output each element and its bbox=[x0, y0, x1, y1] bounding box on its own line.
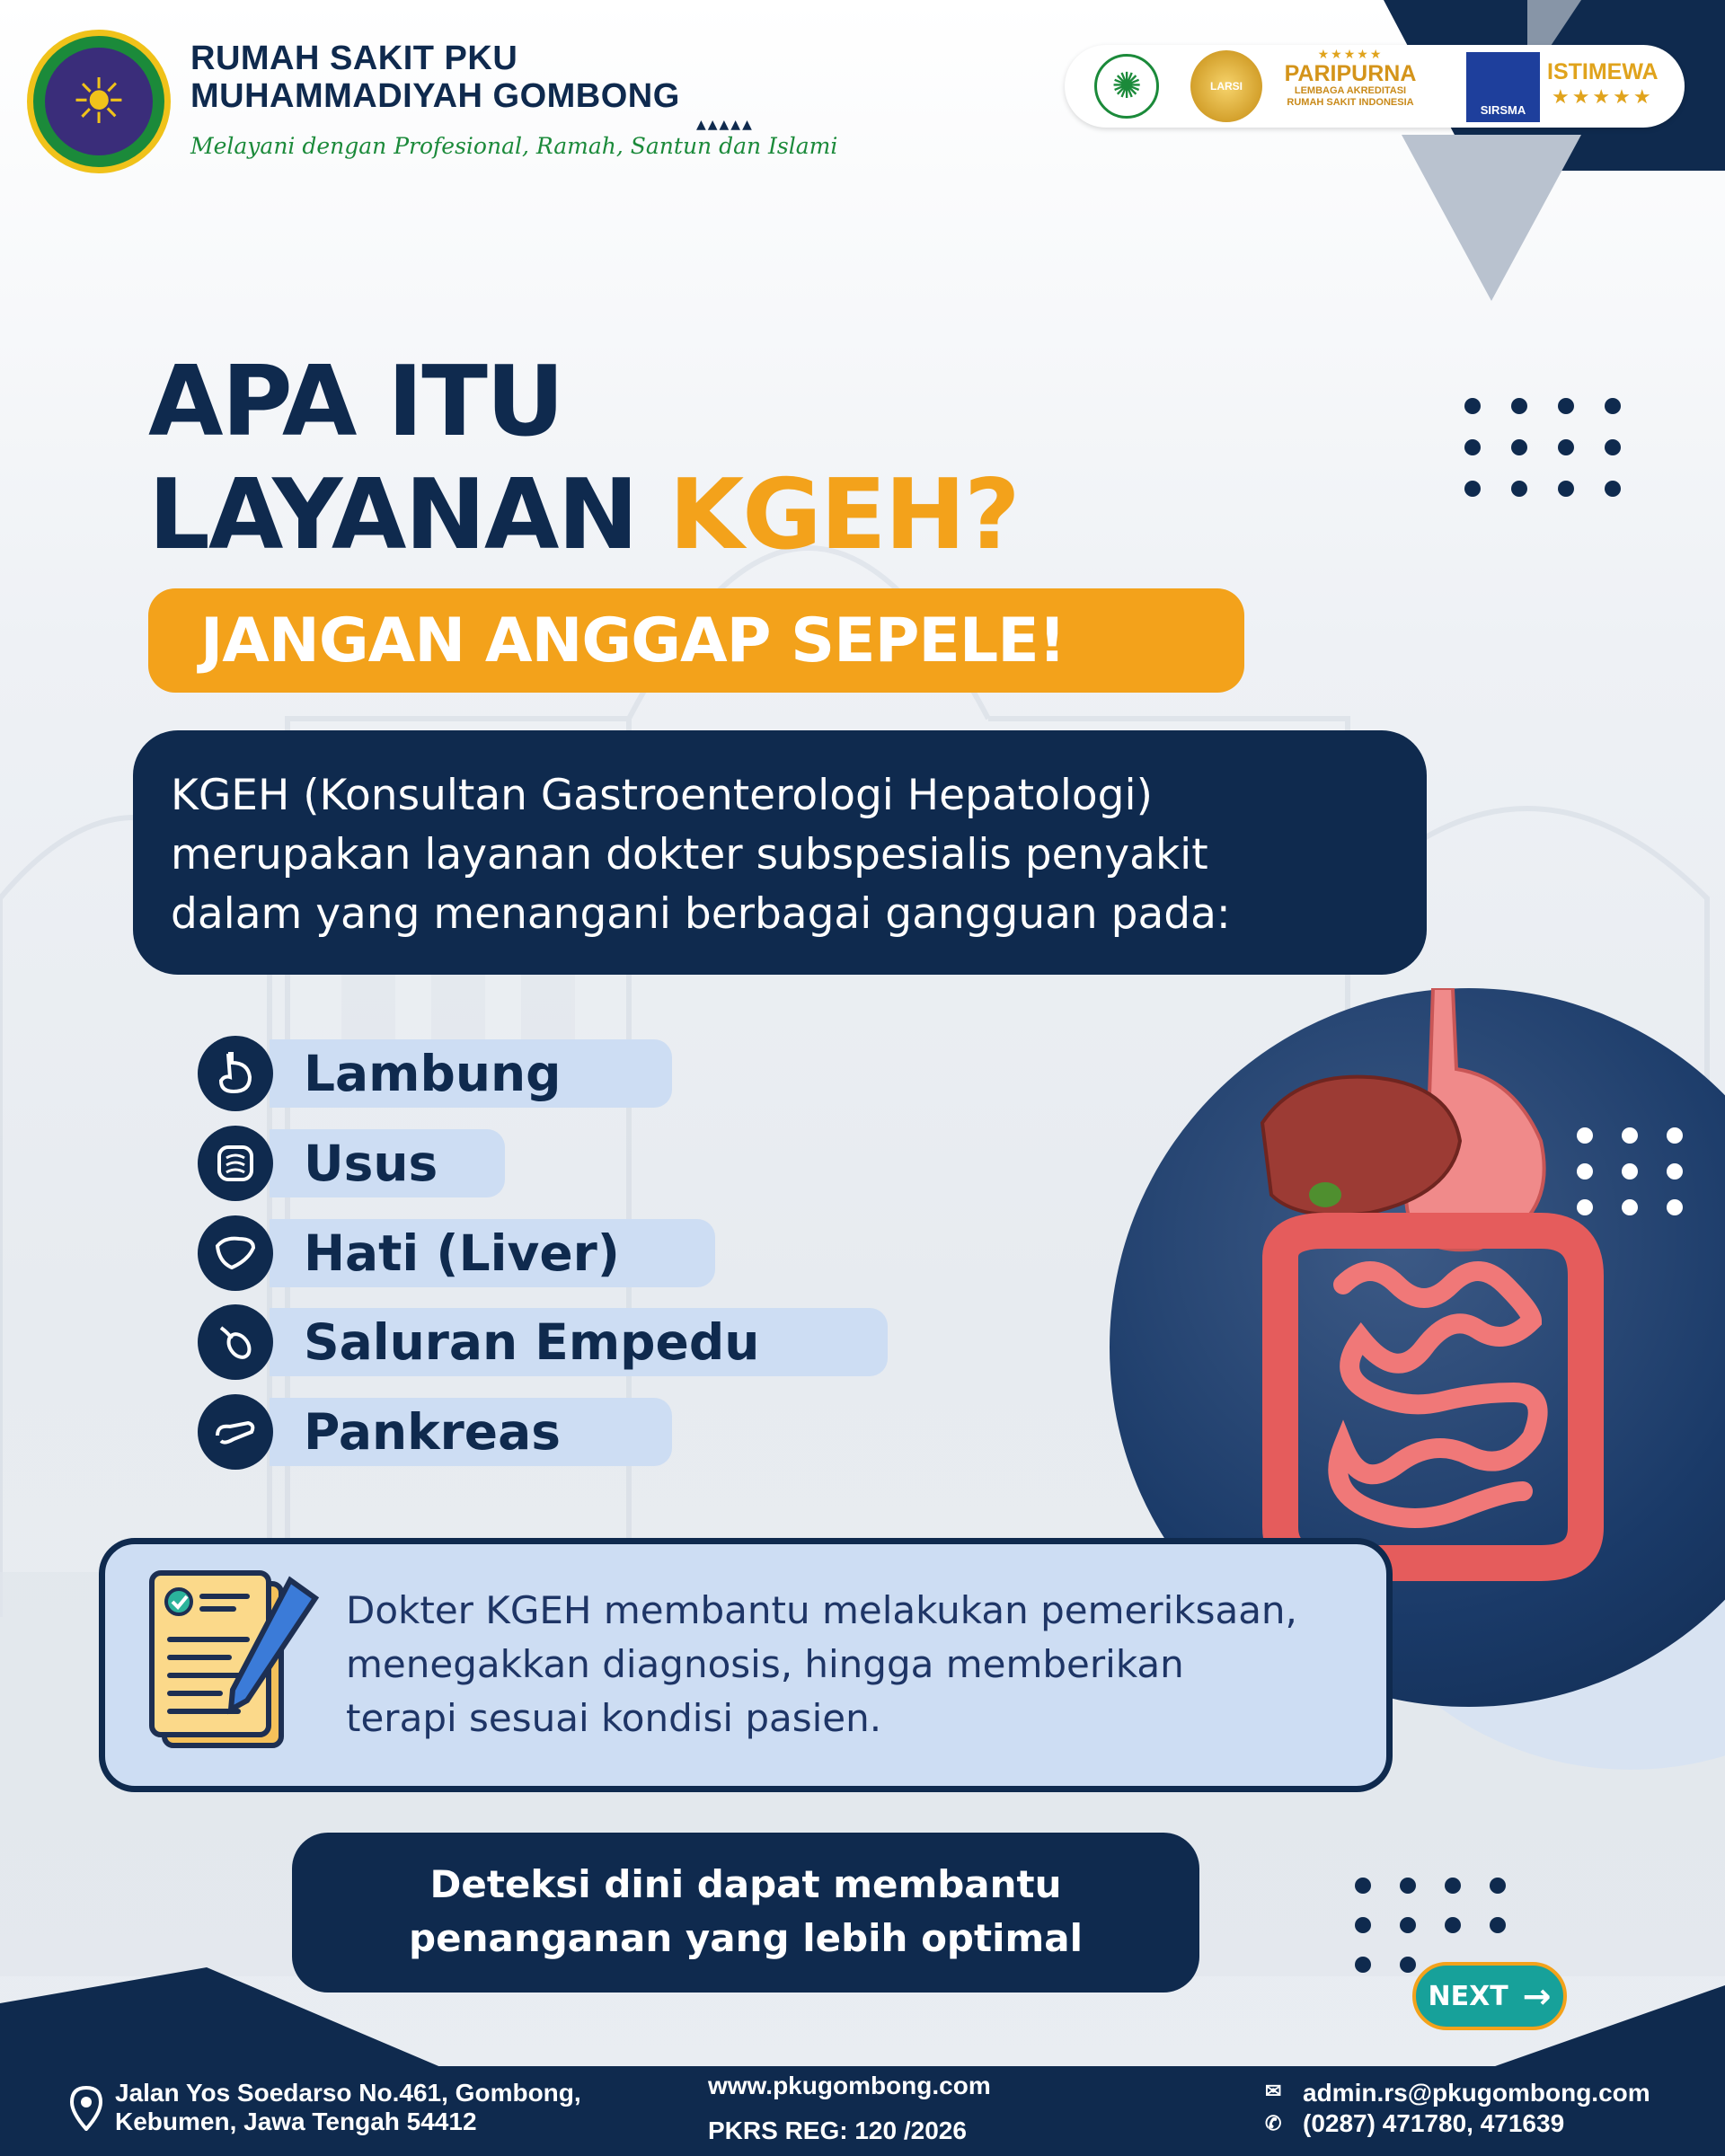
footer-website[interactable]: www.pkugombong.com bbox=[708, 2072, 991, 2099]
organ-item-hati bbox=[198, 1217, 715, 1289]
description-line1: KGEH (Konsultan Gastroenterologi Hepatologi) bbox=[171, 771, 1153, 820]
hospital-name-line1: RUMAH SAKIT PKU bbox=[190, 40, 518, 77]
info-line3: terapi sesuai kondisi pasien. bbox=[346, 1696, 882, 1740]
organ-label: Saluran Empedu bbox=[270, 1308, 888, 1376]
footer-address bbox=[115, 2079, 581, 2136]
description-box bbox=[133, 730, 1427, 975]
gallbladder-icon bbox=[198, 1304, 273, 1380]
title-accent: KGEH? bbox=[668, 459, 1019, 571]
info-line1: Dokter KGEH membantu melakukan pemeriksaan, bbox=[346, 1588, 1297, 1632]
paripurna-stars: ★★★★★ bbox=[1317, 47, 1384, 61]
istimewa-badge bbox=[1547, 59, 1659, 109]
hospital-logo bbox=[27, 30, 171, 173]
larsi-seal: LARSI bbox=[1190, 50, 1262, 122]
subtitle-banner bbox=[148, 588, 1244, 693]
dot-grid-bottom bbox=[1355, 1878, 1506, 1973]
pancreas-icon bbox=[198, 1394, 273, 1470]
paripurna-label: PARIPURNA bbox=[1284, 61, 1417, 86]
organ-label: Lambung bbox=[270, 1039, 672, 1108]
sun-crescent-icon: ☀ bbox=[45, 48, 153, 155]
phone-icon: ✆ bbox=[1265, 2112, 1282, 2134]
footer-phone[interactable]: (0287) 471780, 471639 bbox=[1303, 2109, 1565, 2137]
organ-label: Usus bbox=[270, 1129, 505, 1197]
paripurna-badge bbox=[1274, 47, 1427, 109]
info-line2: menegakkan diagnosis, hingga memberikan bbox=[346, 1642, 1184, 1686]
lembaga-line2: RUMAH SAKIT INDONESIA bbox=[1287, 97, 1414, 108]
triangle-ornament: ▲▲▲▲▲ bbox=[696, 118, 754, 132]
subtitle-text: JANGAN ANGGAP SEPELE! bbox=[200, 605, 1066, 676]
organ-item-lambung bbox=[198, 1038, 672, 1109]
organ-item-saluran-empedu bbox=[198, 1306, 888, 1378]
location-pin-icon bbox=[70, 2086, 102, 2131]
digestive-system-illustration bbox=[1244, 988, 1622, 1581]
istimewa-stars: ★★★★★ bbox=[1551, 85, 1654, 108]
cta-line2: penanganan yang lebih optimal bbox=[409, 1916, 1083, 1960]
description-line3: dalam yang menangani berbagai gangguan pada: bbox=[171, 889, 1231, 939]
organ-label: Hati (Liver) bbox=[270, 1219, 715, 1287]
lembaga-line1: LEMBAGA AKREDITASI bbox=[1294, 85, 1407, 96]
title-line2 bbox=[148, 459, 1019, 572]
footer-email[interactable]: admin.rs@pkugombong.com bbox=[1303, 2079, 1650, 2107]
address-line2: Kebumen, Jawa Tengah 54412 bbox=[115, 2107, 477, 2135]
title-line1: APA ITU bbox=[148, 346, 563, 458]
next-button[interactable] bbox=[1412, 1962, 1567, 2030]
checklist-document-icon bbox=[139, 1568, 323, 1765]
istimewa-label: ISTIMEWA bbox=[1547, 59, 1659, 84]
muhammadiyah-emblem-icon: ✺ bbox=[1094, 54, 1159, 119]
dot-grid-top bbox=[1464, 398, 1621, 497]
intestine-icon bbox=[198, 1126, 273, 1201]
organ-item-usus bbox=[198, 1127, 505, 1199]
cta-line1: Deteksi dini dapat membantu bbox=[429, 1862, 1062, 1906]
title-line2-prefix: LAYANAN bbox=[148, 459, 669, 571]
hospital-name-line2: MUHAMMADIYAH GOMBONG bbox=[190, 77, 680, 115]
tagline: Melayani dengan Profesional, Ramah, Santun dan Islami bbox=[190, 133, 838, 159]
hospital-name bbox=[190, 40, 680, 115]
next-label: NEXT bbox=[1428, 1980, 1508, 2012]
stomach-icon bbox=[198, 1036, 273, 1111]
arrow-right-icon: → bbox=[1522, 1976, 1552, 2016]
mail-icon: ✉ bbox=[1265, 2080, 1282, 2102]
organ-label: Pankreas bbox=[270, 1398, 672, 1466]
sirsma-badge: SIRSMA bbox=[1466, 52, 1540, 122]
footer-pkrs: PKRS REG: 120 /2026 bbox=[708, 2116, 967, 2144]
organ-item-pankreas bbox=[198, 1396, 672, 1468]
liver-icon bbox=[198, 1215, 273, 1291]
address-line1: Jalan Yos Soedarso No.461, Gombong, bbox=[115, 2079, 581, 2107]
description-line2: merupakan layanan dokter subspesialis penyakit bbox=[171, 830, 1208, 879]
page-title bbox=[148, 346, 1019, 572]
